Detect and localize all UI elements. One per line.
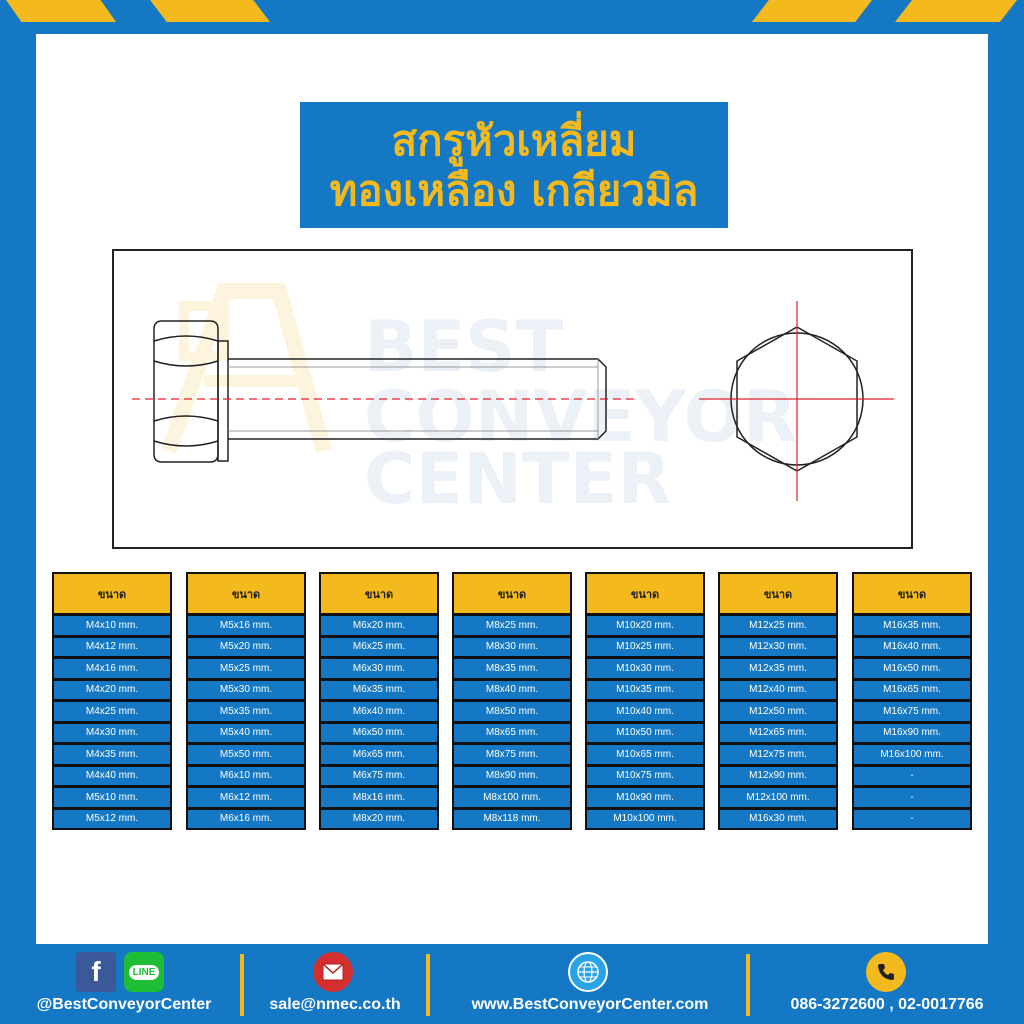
bolt-drawing	[112, 249, 913, 549]
title-line-1: สกรูหัวเหลี่ยม	[391, 116, 637, 165]
size-cell: M5x10 mm.	[52, 787, 172, 809]
bolt-diagram	[114, 251, 911, 547]
size-cell: M8x16 mm.	[319, 787, 439, 809]
size-cell: M8x65 mm.	[452, 723, 572, 745]
size-cell: M16x50 mm.	[852, 658, 972, 680]
footer-divider	[746, 954, 750, 1016]
corner-stripe	[6, 0, 116, 22]
size-cell: -	[852, 809, 972, 831]
size-cell: M16x35 mm.	[852, 615, 972, 637]
size-cell: M12x30 mm.	[718, 637, 838, 659]
size-cell: M5x16 mm.	[186, 615, 306, 637]
size-cell: M5x20 mm.	[186, 637, 306, 659]
column-header: ขนาด	[186, 572, 306, 615]
svg-text:CENTER: CENTER	[364, 438, 672, 520]
svg-text:CONVEYOR: CONVEYOR	[364, 376, 798, 458]
column-header: ขนาด	[852, 572, 972, 615]
size-column	[852, 572, 972, 830]
size-cell: M10x90 mm.	[585, 787, 705, 809]
column-header: ขนาด	[319, 572, 439, 615]
size-column	[585, 572, 705, 830]
size-column	[718, 572, 838, 830]
size-cell: M6x30 mm.	[319, 658, 439, 680]
size-cell: M16x40 mm.	[852, 637, 972, 659]
size-cell: M12x50 mm.	[718, 701, 838, 723]
email-link[interactable]: sale@nmec.co.th	[269, 996, 401, 1013]
size-cell: M10x75 mm.	[585, 766, 705, 788]
size-cell: M16x90 mm.	[852, 723, 972, 745]
line-icon[interactable]: LINE	[124, 952, 164, 992]
size-cell: M16x100 mm.	[852, 744, 972, 766]
size-cell: M8x90 mm.	[452, 766, 572, 788]
size-cell: M5x35 mm.	[186, 701, 306, 723]
size-cell: M5x50 mm.	[186, 744, 306, 766]
footer-divider	[240, 954, 244, 1016]
size-cell: M6x16 mm.	[186, 809, 306, 831]
size-cell: M10x25 mm.	[585, 637, 705, 659]
size-cell: M16x30 mm.	[718, 809, 838, 831]
size-cell: M12x25 mm.	[718, 615, 838, 637]
size-cell: M4x16 mm.	[52, 658, 172, 680]
size-cell: M8x50 mm.	[452, 701, 572, 723]
size-cell: M8x75 mm.	[452, 744, 572, 766]
size-cell: M12x75 mm.	[718, 744, 838, 766]
size-cell: -	[852, 787, 972, 809]
column-header: ขนาด	[585, 572, 705, 615]
size-cell: M6x40 mm.	[319, 701, 439, 723]
size-cell: M16x65 mm.	[852, 680, 972, 702]
size-cell: M4x30 mm.	[52, 723, 172, 745]
size-cell: M8x20 mm.	[319, 809, 439, 831]
size-cell: M8x30 mm.	[452, 637, 572, 659]
corner-stripe	[752, 0, 872, 22]
size-cell: M6x25 mm.	[319, 637, 439, 659]
watermark-logo	[169, 291, 324, 451]
footer-divider	[426, 954, 430, 1016]
size-cell: M8x100 mm.	[452, 787, 572, 809]
website-link[interactable]: www.BestConveyorCenter.com	[471, 996, 709, 1013]
size-cell: M10x65 mm.	[585, 744, 705, 766]
size-cell: M6x12 mm.	[186, 787, 306, 809]
corner-stripe	[150, 0, 270, 22]
size-cell: M6x65 mm.	[319, 744, 439, 766]
product-title	[300, 102, 728, 228]
phone-numbers[interactable]: 086-3272600 , 02-0017766	[790, 996, 984, 1013]
size-cell: M4x40 mm.	[52, 766, 172, 788]
size-cell: M6x35 mm.	[319, 680, 439, 702]
size-cell: M8x25 mm.	[452, 615, 572, 637]
size-cell: M6x75 mm.	[319, 766, 439, 788]
size-cell: M4x20 mm.	[52, 680, 172, 702]
footer-bar	[0, 944, 1024, 1024]
size-cell: M12x90 mm.	[718, 766, 838, 788]
size-cell: M4x25 mm.	[52, 701, 172, 723]
size-cell: M8x35 mm.	[452, 658, 572, 680]
size-cell: M5x40 mm.	[186, 723, 306, 745]
size-cell: M12x40 mm.	[718, 680, 838, 702]
column-header: ขนาด	[718, 572, 838, 615]
size-column	[452, 572, 572, 830]
size-cell: M10x100 mm.	[585, 809, 705, 831]
title-line-2: ทองเหลือง เกลียวมิล	[329, 166, 699, 215]
svg-text:BEST: BEST	[364, 306, 564, 388]
size-cell: M12x100 mm.	[718, 787, 838, 809]
size-cell: -	[852, 766, 972, 788]
size-column	[186, 572, 306, 830]
size-cell: M5x30 mm.	[186, 680, 306, 702]
phone-icon[interactable]	[866, 952, 906, 992]
size-cell: M10x50 mm.	[585, 723, 705, 745]
column-header: ขนาด	[452, 572, 572, 615]
size-cell: M4x10 mm.	[52, 615, 172, 637]
size-cell: M5x12 mm.	[52, 809, 172, 831]
size-cell: M10x20 mm.	[585, 615, 705, 637]
mail-icon[interactable]	[313, 952, 353, 992]
size-cell: M12x35 mm.	[718, 658, 838, 680]
size-cell: M6x20 mm.	[319, 615, 439, 637]
size-column	[319, 572, 439, 830]
size-cell: M16x75 mm.	[852, 701, 972, 723]
size-cell: M6x50 mm.	[319, 723, 439, 745]
size-cell: M4x35 mm.	[52, 744, 172, 766]
size-cell: M10x30 mm.	[585, 658, 705, 680]
size-cell: M6x10 mm.	[186, 766, 306, 788]
size-cell: M10x40 mm.	[585, 701, 705, 723]
column-header: ขนาด	[52, 572, 172, 615]
social-handle[interactable]: @BestConveyorCenter	[36, 996, 212, 1013]
globe-icon[interactable]	[568, 952, 608, 992]
size-cell: M4x12 mm.	[52, 637, 172, 659]
size-cell: M8x40 mm.	[452, 680, 572, 702]
size-column	[52, 572, 172, 830]
facebook-icon[interactable]: f	[76, 952, 116, 992]
size-cell: M12x65 mm.	[718, 723, 838, 745]
corner-stripe	[895, 0, 1017, 22]
size-cell: M8x118 mm.	[452, 809, 572, 831]
size-cell: M5x25 mm.	[186, 658, 306, 680]
size-cell: M10x35 mm.	[585, 680, 705, 702]
